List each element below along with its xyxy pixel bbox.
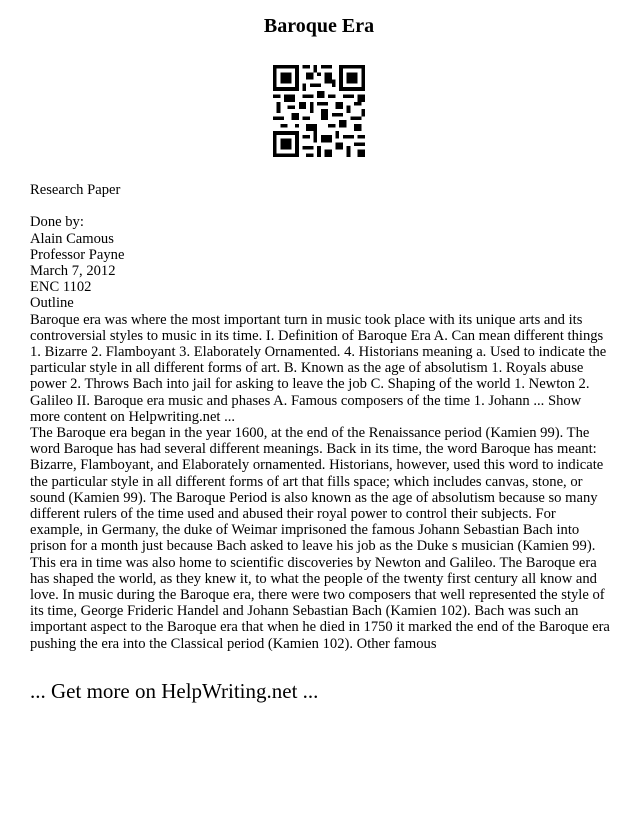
page-title: Baroque Era — [263, 15, 375, 37]
outline-heading: Outline — [30, 295, 74, 312]
author-name: Alain Camous — [30, 230, 114, 247]
qr-code-icon — [273, 65, 365, 157]
document-body — [30, 182, 610, 652]
professor-name: Professor Payne — [30, 246, 125, 263]
done-by-label: Done by: — [30, 214, 84, 231]
get-more-link[interactable]: ... Get more on HelpWriting.net ... — [30, 679, 319, 703]
course-code: ENC 1102 — [30, 279, 92, 296]
document-date: March 7, 2012 — [30, 263, 116, 279]
research-label: Research Paper — [30, 182, 121, 198]
outline-paragraph: Baroque era was where the most important turn in music took place with its unique arts and its controversial styles to music in its time. I. Definition of Baroque Era A. Can mean different things 1. Bizarre 2. Flamboyant 3. Elaborately Ornamented. 4. Historians meaning a. Used to indicate the particular style in all different forms of art. B. Known as the age of absolutism 1. Royals abuse power 2. Throws Bach into jail for asking to leave the job C. Shaping of the world 1. Newton 2. Galileo II. Baroque era music and phases A. Famous composers of the time 1. Johann ... Show more content on Helpwriting.net ... — [30, 311, 607, 425]
body-paragraph: The Baroque era began in the year 1600, at the end of the Renaissance period (Kamien 99). The word Baroque has had several different meanings. Back in its time, the word Baroque has meant: Bizarre, Flamboyant, and Elaborately ornamented. Historians, however, used this word to indicate the particular style in all different forms of art that fills space; which includes canvas, stone, or sound (Kamien 99). The Baroque Period is also known as the age of absolutism because so many different rulers of the time used and abused their royal power to control their subjects. For example, in Germany, the duke of Weimar imprisoned the famous Johann Sebastian Bach into prison for a month just because Bach asked to leave his job as the Duke s musician (Kamien 99). This era in time was also home to scientific discoveries by Newton and Galileo. The Baroque era has shaped the world, as they knew it, to what the people of the twenty first century all know and love. In music during the Baroque era, there were two composers that well represented the style of its time, George Frideric Handel and Johann Sebastian Bach (Kamien 102). Bach was such an important aspect to the Baroque era that when he died in 1750 it marked the end of the Baroque era pushing the era into the Classical period (Kamien 102). Other famous — [30, 425, 610, 652]
